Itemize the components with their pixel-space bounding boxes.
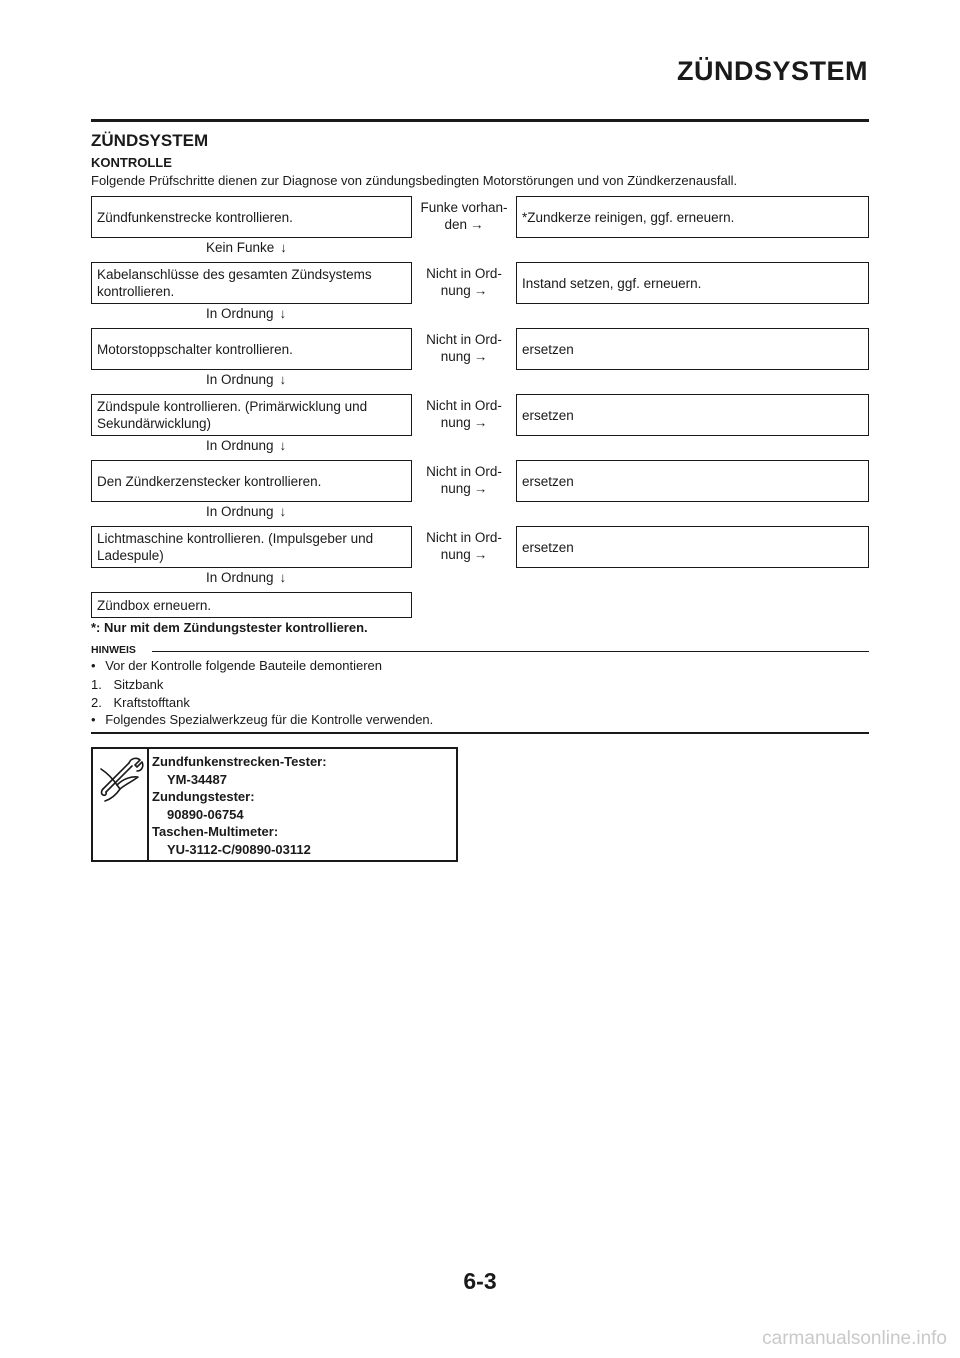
bullet-symbol: •	[91, 712, 96, 727]
condition-label	[414, 265, 514, 299]
list-number: 1.	[91, 677, 102, 692]
action-box	[516, 526, 869, 568]
action-text: ersetzen	[522, 341, 574, 357]
next-step-text: In Ordnung	[206, 372, 274, 387]
hinweis-divider	[152, 651, 869, 652]
condition-line	[414, 216, 514, 233]
note-bullet-2	[91, 711, 433, 728]
condition-line: Nicht in Ord-	[426, 464, 502, 479]
arrow-right-icon: →	[473, 547, 488, 562]
condition-text: den	[444, 217, 468, 232]
next-step-label	[206, 372, 286, 388]
condition-line: Nicht in Ord-	[426, 398, 502, 413]
next-step-label	[206, 504, 286, 520]
condition-line: Nicht in Ord-	[426, 266, 502, 281]
action-text: *Zundkerze reinigen, ggf. erneuern.	[522, 209, 735, 225]
final-action-box	[91, 592, 412, 618]
hinweis-label: HINWEIS	[91, 644, 136, 656]
check-text: Lichtmaschine kontrollieren. (Impulsgeber und Ladespule)	[97, 531, 374, 563]
action-text: ersetzen	[522, 473, 574, 489]
check-box	[91, 394, 412, 436]
arrow-right-icon: →	[473, 415, 488, 430]
arrow-down-icon: ↓	[280, 240, 288, 255]
next-step-text: In Ordnung	[206, 306, 274, 321]
arrow-down-icon: ↓	[279, 570, 287, 585]
condition-text: nung	[440, 349, 471, 364]
next-step-label	[206, 438, 286, 454]
action-text: Instand setzen, ggf. erneuern.	[522, 275, 702, 291]
arrow-down-icon: ↓	[279, 438, 287, 453]
condition-line: Nicht in Ord-	[426, 332, 502, 347]
action-box	[516, 262, 869, 304]
action-box	[516, 394, 869, 436]
arrow-down-icon: ↓	[279, 306, 287, 321]
action-box	[516, 328, 869, 370]
condition-text: nung	[440, 547, 471, 562]
condition-label	[414, 397, 514, 431]
condition-text: nung	[440, 415, 471, 430]
wrench-icon	[93, 749, 147, 860]
condition-label	[414, 463, 514, 497]
condition-line	[414, 414, 514, 431]
condition-text: nung	[440, 283, 471, 298]
arrow-right-icon: →	[473, 349, 488, 364]
check-text: Motorstoppschalter kontrollieren.	[97, 341, 293, 357]
watermark-text: carmanualsonline.info	[762, 1328, 947, 1349]
tool-icon-cell	[93, 749, 149, 860]
special-tools-box	[91, 747, 458, 862]
section-title: ZÜNDSYSTEM	[91, 131, 209, 150]
next-step-label	[206, 306, 286, 322]
check-text: Kabelanschlüsse des gesamten Zündsystems kontrollieren.	[97, 267, 372, 299]
header-divider	[91, 119, 869, 122]
page-number: 6-3	[463, 1268, 497, 1294]
condition-line: Funke vorhan-	[420, 200, 508, 215]
condition-line	[414, 282, 514, 299]
action-box	[516, 196, 869, 238]
list-text: Sitzbank	[113, 677, 164, 692]
condition-label	[414, 199, 514, 233]
check-box	[91, 262, 412, 304]
note-sub-1	[91, 676, 163, 693]
tool-name: Zundungstester:	[152, 789, 255, 804]
tool-code: YM-34487	[167, 771, 227, 787]
condition-line	[414, 480, 514, 497]
condition-label	[414, 529, 514, 563]
condition-line: Nicht in Ord-	[426, 530, 502, 545]
list-number: 2.	[91, 695, 102, 710]
tool-name: Taschen-Multimeter:	[152, 824, 279, 839]
check-box	[91, 526, 412, 568]
arrow-down-icon: ↓	[279, 504, 287, 519]
next-step-text: In Ordnung	[206, 504, 274, 519]
next-step-label	[206, 570, 286, 586]
action-text: ersetzen	[522, 407, 574, 423]
tool-list	[152, 753, 327, 858]
intro-text: Folgende Prüfschritte dienen zur Diagnose von zündungsbedingten Motorstörungen und von Zündkerzenausfall.	[91, 173, 738, 188]
next-step-text: In Ordnung	[206, 570, 274, 585]
section-subtitle: KONTROLLE	[91, 155, 172, 170]
next-step-label	[206, 240, 287, 256]
note-bullet-1	[91, 657, 382, 674]
check-text: Zündspule kontrollieren. (Primärwicklung und Sekundärwicklung)	[97, 399, 368, 431]
arrow-right-icon: →	[473, 283, 488, 298]
list-text: Kraftstofftank	[113, 695, 190, 710]
check-box	[91, 328, 412, 370]
next-step-text: Kein Funke	[206, 240, 275, 255]
arrow-right-icon: →	[473, 481, 488, 496]
condition-line	[414, 348, 514, 365]
action-box	[516, 460, 869, 502]
footnote: *: Nur mit dem Zündungstester kontrollieren.	[91, 620, 368, 635]
final-action-text: Zündbox erneuern.	[97, 597, 212, 613]
check-box	[91, 460, 412, 502]
check-box	[91, 196, 412, 238]
action-text: ersetzen	[522, 539, 574, 555]
next-step-text: In Ordnung	[206, 438, 274, 453]
tool-code: YU-3112-C/90890-03112	[167, 841, 311, 857]
condition-text: nung	[440, 481, 471, 496]
tool-name: Zundfunkenstrecken-Tester:	[152, 754, 327, 769]
note-sub-2	[91, 694, 190, 711]
condition-label	[414, 331, 514, 365]
note-text: Vor der Kontrolle folgende Bauteile demontieren	[105, 658, 382, 673]
arrow-down-icon: ↓	[279, 372, 287, 387]
condition-line	[414, 546, 514, 563]
check-text: Den Zündkerzenstecker kontrollieren.	[97, 473, 322, 489]
bullet-symbol: •	[91, 658, 96, 673]
hinweis-end-divider	[91, 732, 869, 734]
arrow-right-icon: →	[470, 217, 484, 232]
note-text: Folgendes Spezialwerkzeug für die Kontrolle verwenden.	[105, 712, 434, 727]
page-header-title: ZÜNDSYSTEM	[676, 56, 868, 86]
check-text: Zündfunkenstrecke kontrollieren.	[97, 209, 293, 225]
tool-code: 90890-06754	[167, 806, 244, 822]
